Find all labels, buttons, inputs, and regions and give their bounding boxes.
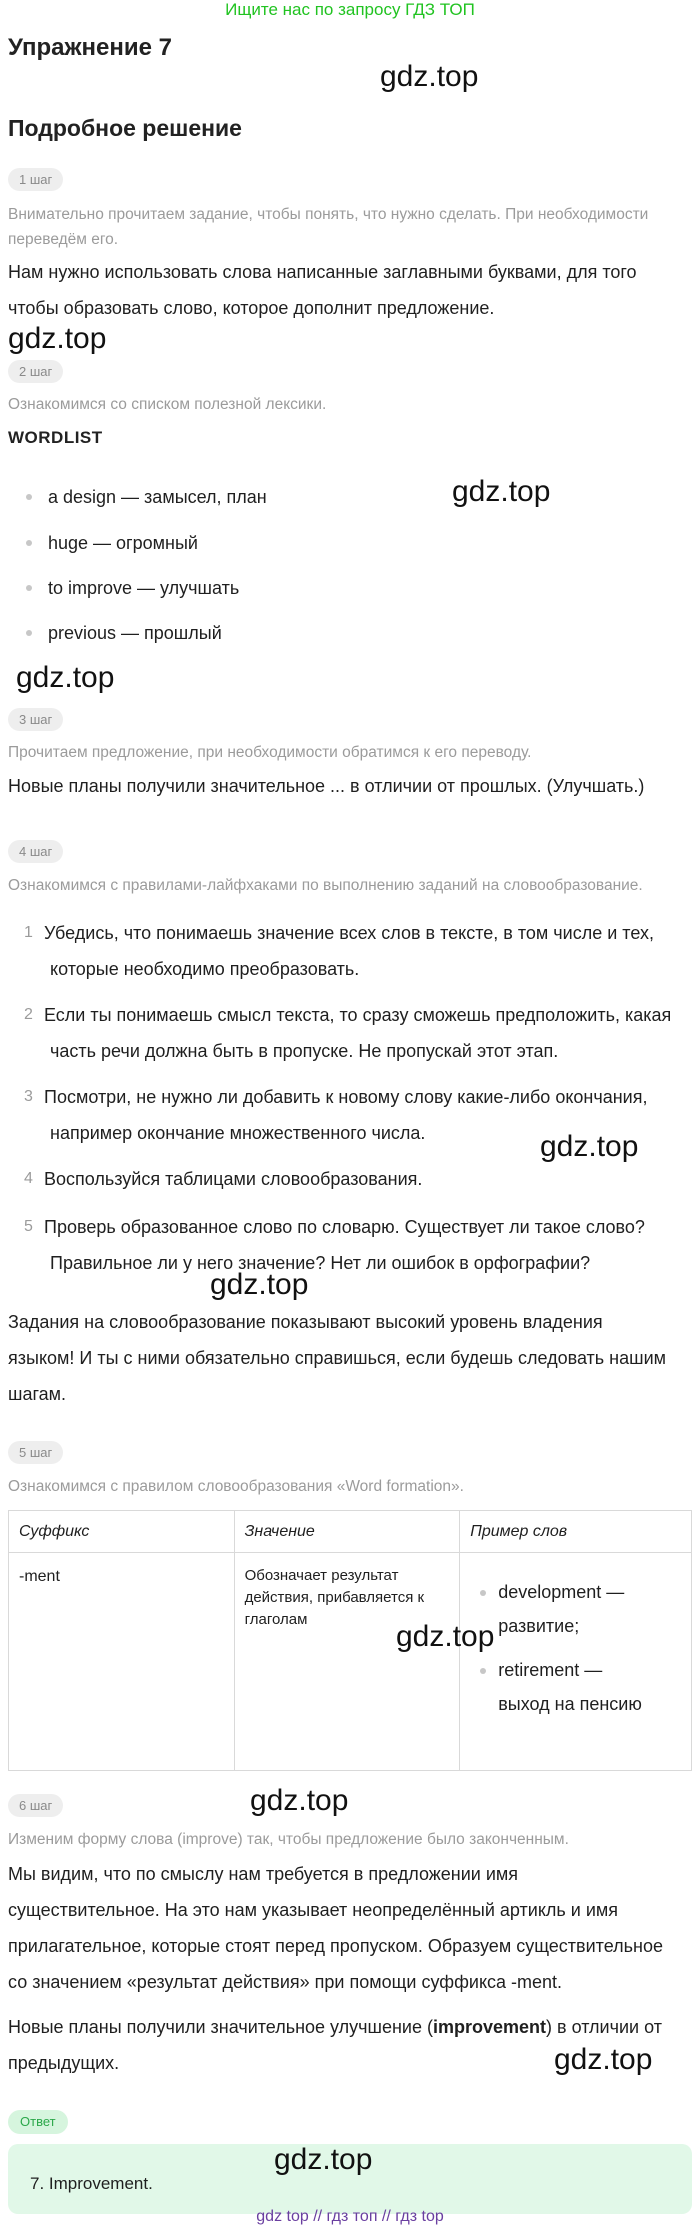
step-4-instruction: Ознакомимся с правилами-лайфхаками по выполнению заданий на словообразование. <box>8 877 643 894</box>
wordlist-title: WORDLIST <box>8 428 103 447</box>
step-3-body: Новые планы получили значительное ... в отличии от прошлых. (Улучшать.) <box>8 776 645 796</box>
example-item <box>470 1653 681 1721</box>
step-6-body <box>8 1856 692 2000</box>
step-1-instruction <box>8 202 692 252</box>
wordlist-item: to improve — улучшать <box>48 578 240 598</box>
table-header: Значение <box>234 1511 460 1553</box>
step-6-instruction: Изменим форму слова (improve) так, чтобы предложение было законченным. <box>8 1831 569 1848</box>
text-segment: ) в отличии от <box>546 2017 662 2037</box>
text-line: прилагательное, которые стоят перед пропуском. Образуем существительное <box>8 1936 663 1956</box>
text-line: которые необходимо преобразовать. <box>50 959 360 979</box>
answer-word: improvement <box>433 2017 547 2037</box>
tip-number: 1 <box>24 924 33 941</box>
text-line: Убедись, что понимаешь значение всех слов в тексте, в том числе и тех, <box>44 923 654 943</box>
table-header: Суффикс <box>9 1511 235 1553</box>
bullet <box>26 585 32 591</box>
table-header-row <box>9 1511 692 1553</box>
text-line: Внимательно прочитаем задание, чтобы понять, что нужно сделать. При необходимости <box>8 206 649 223</box>
text-line: существительное. На это нам указывает неопределённый артикль и имя <box>8 1900 619 1920</box>
text-line: чтобы образовать слово, которое дополнит предложение. <box>8 298 495 318</box>
watermark: gdz.top <box>540 1130 639 1163</box>
wordlist-item: previous — прошлый <box>48 623 222 643</box>
text-line: retirement — <box>498 1660 603 1680</box>
tip-text <box>44 997 692 1069</box>
text-line: Задания на словообразование показывают высокий уровень владения <box>8 1312 603 1332</box>
step-2-instruction: Ознакомимся со списком полезной лексики. <box>8 396 327 413</box>
wordlist-item: huge — огромный <box>48 533 198 553</box>
footer-links[interactable]: gdz top // гдз топ // гдз top <box>256 2208 444 2225</box>
watermark: gdz.top <box>396 1620 495 1653</box>
text-line: выход на пенсию <box>498 1694 642 1714</box>
step-3-instruction: Прочитаем предложение, при необходимости обратимся к его переводу. <box>8 744 532 761</box>
bullet <box>26 540 32 546</box>
step-badge-2: 2 шаг <box>8 360 63 383</box>
watermark: gdz.top <box>8 322 107 355</box>
text-line: часть речи должна быть в пропуске. Не пропускай этот этап. <box>50 1041 559 1061</box>
text-line: действия, прибавляется к <box>244 1589 425 1606</box>
table-cell-suffix <box>9 1553 235 1771</box>
table-header: Пример слов <box>460 1511 692 1553</box>
top-banner-link[interactable]: Ищите нас по запросу ГДЗ ТОП <box>225 0 475 19</box>
watermark: gdz.top <box>554 2043 653 2076</box>
answer-text: 7. Improvement. <box>30 2174 153 2193</box>
text-line: шагам. <box>8 1384 67 1404</box>
bullet <box>26 494 32 500</box>
text-segment: Новые планы получили значительное улучшение ( <box>8 2017 433 2037</box>
step-badge-4: 4 шаг <box>8 840 63 863</box>
watermark: gdz.top <box>380 60 479 93</box>
tip-number: 2 <box>24 1006 33 1023</box>
example-item <box>470 1575 681 1643</box>
text-line: языком! И ты с ними обязательно справишься, если будешь следовать нашим <box>8 1348 667 1368</box>
text-line: Обозначает результат <box>244 1567 399 1584</box>
text-line: Если ты понимаешь смысл текста, то сразу сможешь предположить, какая <box>44 1005 672 1025</box>
table-row <box>9 1553 692 1771</box>
text-line: переведём его. <box>8 231 119 248</box>
watermark: gdz.top <box>274 2143 373 2176</box>
step-5-instruction: Ознакомимся с правилом словообразования «Word formation». <box>8 1478 464 1495</box>
text-line: Мы видим, что по смыслу нам требуется в предложении имя <box>8 1864 519 1884</box>
text-line: Посмотри, не нужно ли добавить к новому слову какие-либо окончания, <box>44 1087 648 1107</box>
step-badge-6: 6 шаг <box>8 1794 63 1817</box>
step-1-body <box>8 254 692 326</box>
tip-number: 5 <box>24 1218 33 1235</box>
step-4-closing <box>8 1304 692 1412</box>
tip-number: 3 <box>24 1088 33 1105</box>
word-formation-table <box>8 1510 692 1771</box>
text-line: со значением «результат действия» при помощи суффикса -ment. <box>8 1972 563 1992</box>
watermark: gdz.top <box>250 1784 349 1817</box>
step-badge-5: 5 шаг <box>8 1441 63 1464</box>
tip-number: 4 <box>24 1170 33 1187</box>
text-line: Проверь образованное слово по словарю. Существует ли такое слово? <box>44 1217 645 1237</box>
text-line: Воспользуйся таблицами словообразования. <box>44 1169 423 1189</box>
page-title: Упражнение 7 <box>8 34 172 61</box>
step-badge-1: 1 шаг <box>8 168 63 191</box>
watermark: gdz.top <box>452 475 551 508</box>
table-cell-meaning <box>234 1553 460 1771</box>
text-line: глаголам <box>244 1611 308 1628</box>
bullet <box>26 630 32 636</box>
text-line: development — <box>498 1582 625 1602</box>
text-line: развитие; <box>498 1616 580 1636</box>
tip-text <box>44 915 692 987</box>
table-cell-examples <box>460 1553 692 1771</box>
text-line: например окончание множественного числа. <box>50 1123 426 1143</box>
step-badge-3: 3 шаг <box>8 708 63 731</box>
wordlist-item: a design — замысел, план <box>48 487 267 507</box>
text-line <box>8 2009 692 2045</box>
cell-text: -ment <box>19 1568 60 1585</box>
answer-badge: Ответ <box>8 2110 68 2134</box>
watermark: gdz.top <box>16 661 115 694</box>
tip-text <box>44 1209 692 1281</box>
text-line: предыдущих. <box>8 2053 120 2073</box>
text-line: Правильное ли у него значение? Нет ли ошибок в орфографии? <box>50 1253 591 1273</box>
solution-heading: Подробное решение <box>8 115 242 141</box>
watermark: gdz.top <box>210 1268 309 1301</box>
text-line: Нам нужно использовать слова написанные заглавными буквами, для того <box>8 262 637 282</box>
tip-text <box>44 1161 692 1197</box>
